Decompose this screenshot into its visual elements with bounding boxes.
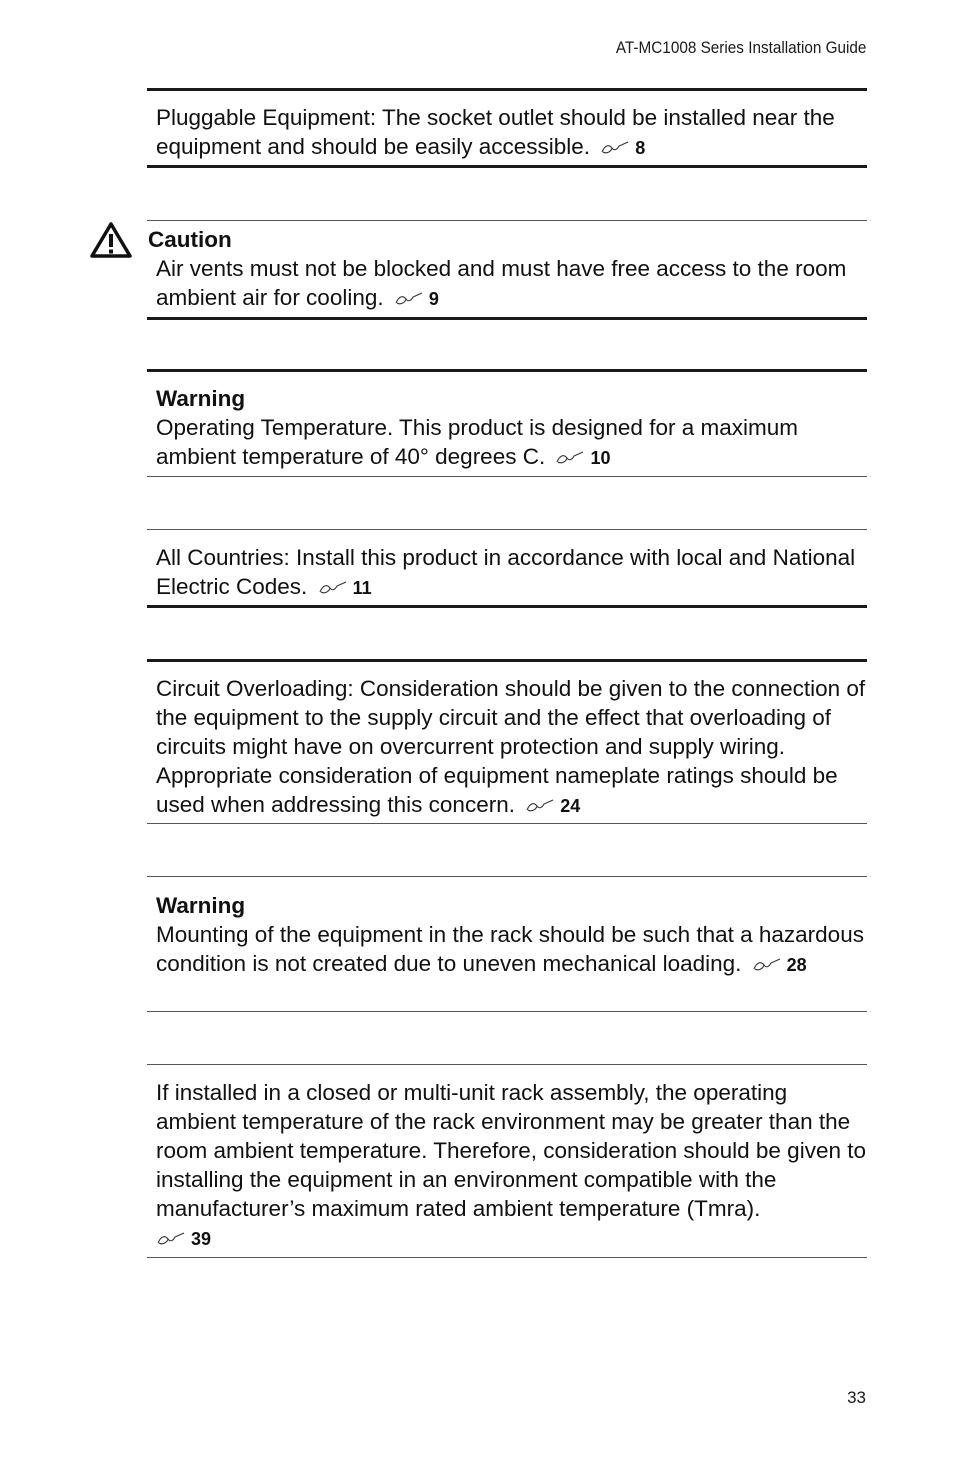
translation-reference [596, 134, 645, 159]
notice-pluggable-equipment [147, 88, 867, 170]
top-rule [147, 529, 867, 530]
caution-icon [90, 222, 132, 258]
reference-number: 28 [786, 955, 807, 975]
reference-pointer-icon [394, 292, 424, 306]
translation-reference [390, 285, 439, 310]
top-rule [147, 876, 867, 877]
bottom-rule [147, 476, 867, 477]
notice-warning-operating-temperature [147, 369, 867, 481]
translation-reference [314, 574, 372, 599]
reference-number: 24 [560, 796, 581, 816]
bottom-rule [147, 1257, 867, 1258]
reference-pointer-icon [555, 451, 585, 465]
notice-text: If installed in a closed or multi-unit rack assembly, the operating ambient temperature of the rack environment may be greater than the room ambient temperature. Therefore, consideration should be given to installing the equipment in an environment compatible with the manufacturer’s maximum rated ambient temperature (Tmra). [156, 1080, 866, 1221]
reference-number: 39 [191, 1229, 212, 1249]
bottom-rule [147, 317, 867, 320]
translation-reference [748, 951, 807, 976]
notice-title: Warning [156, 386, 246, 411]
notice-circuit-overloading [147, 659, 867, 827]
reference-pointer-icon [600, 141, 630, 155]
reference-number: 8 [635, 138, 646, 158]
notice-text: All Countries: Install this product in accordance with local and National Electric Codes. [156, 545, 856, 599]
translation-reference [521, 792, 580, 817]
page-number: 33 [847, 1388, 866, 1407]
notice-text: Pluggable Equipment: The socket outlet should be installed near the equipment and should be easily accessible. [156, 105, 835, 159]
notice-text: Circuit Overloading: Consideration should be given to the connection of the equipment to the supply circuit and the effect that overloading of circuits might have on overcurrent protection and supply wiring. Appropriate consideration of equipment nameplate ratings should be used when addressing this concern. [156, 676, 866, 817]
reference-pointer-icon [156, 1232, 186, 1246]
running-header: AT-MC1008 Series Installation Guide [615, 38, 866, 57]
reference-pointer-icon [525, 799, 555, 813]
notice-text: Operating Temperature. This product is designed for a maximum ambient temperature of 40° degrees C. [156, 415, 798, 469]
notice-text: Mounting of the equipment in the rack should be such that a hazardous condition is not created due to uneven mechanical loading. [156, 922, 864, 976]
bottom-rule [147, 165, 867, 168]
translation-reference [156, 1223, 871, 1254]
bottom-rule [147, 605, 867, 608]
top-rule [147, 88, 867, 91]
reference-number: 10 [590, 448, 611, 468]
translation-reference [551, 444, 610, 469]
reference-number: 11 [352, 578, 372, 598]
notice-title: Caution [148, 227, 232, 252]
notice-title: Warning [156, 893, 246, 918]
top-rule [147, 220, 867, 221]
reference-number: 9 [428, 289, 439, 309]
top-rule [147, 1064, 867, 1065]
bottom-rule [147, 823, 867, 824]
top-rule [147, 659, 867, 662]
notice-warning-rack-mounting [147, 876, 867, 1016]
bottom-rule [147, 1011, 867, 1012]
notice-caution-air-vents [147, 220, 867, 322]
notice-all-countries [147, 529, 867, 611]
reference-pointer-icon [752, 958, 782, 972]
notice-text: Air vents must not be blocked and must have free access to the room ambient air for cooling. [156, 256, 847, 310]
reference-pointer-icon [318, 581, 348, 595]
top-rule [147, 369, 867, 372]
notice-closed-rack-assembly [147, 1064, 867, 1262]
